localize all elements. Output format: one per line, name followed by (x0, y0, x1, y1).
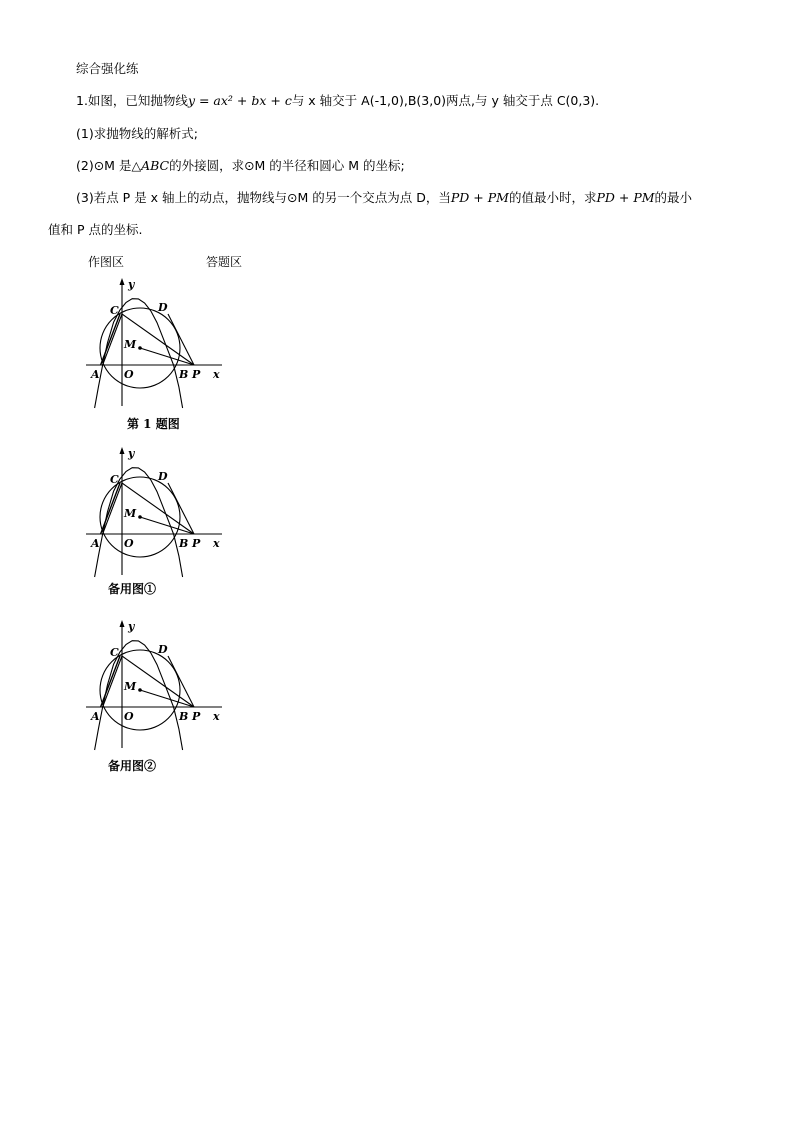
question-2 (76, 158, 405, 174)
q3-part-b: 的值最小时，求 (508, 190, 597, 205)
segment-mp (140, 690, 194, 707)
figure-1-diagram (86, 278, 236, 408)
segment-mp (140, 348, 194, 365)
label-a: A (91, 710, 100, 723)
q3-expression-2: PD + PM (596, 190, 655, 205)
y-axis-arrow (120, 278, 125, 285)
figure-3-diagram (86, 620, 236, 750)
label-p: P (192, 368, 201, 381)
q2-triangle: △ABC (131, 158, 170, 173)
segment-ca (103, 314, 122, 365)
segment-mp (140, 517, 194, 534)
label-o: O (124, 368, 134, 381)
parabola-equation: y = ax² + bx + c (187, 93, 292, 108)
label-y: y (128, 620, 135, 633)
point-m (138, 688, 142, 692)
question-1: (1)求抛物线的解析式; (76, 126, 198, 141)
q3-part-c: 的最小 (654, 190, 693, 205)
figure-2-caption: 备用图① (108, 582, 157, 596)
parabola (95, 468, 183, 577)
drawing-area-label: 作图区 (88, 255, 125, 269)
label-p: P (192, 537, 201, 550)
label-m: M (124, 507, 137, 520)
label-c: C (110, 646, 119, 659)
label-b: B (179, 710, 189, 723)
answer-area-label: 答题区 (206, 255, 243, 269)
label-x: x (213, 710, 220, 723)
question-3-continued: 值和 P 点的坐标. (48, 222, 143, 237)
label-c: C (110, 473, 119, 486)
problem-intro (76, 93, 599, 109)
label-o: O (124, 710, 134, 723)
figure-3-caption: 备用图② (108, 759, 157, 773)
q3-expression-1: PD + PM (450, 190, 509, 205)
label-b: B (179, 537, 189, 550)
parabola (95, 299, 183, 408)
question-3 (76, 190, 692, 206)
label-x: x (213, 368, 220, 381)
label-y: y (128, 278, 135, 291)
label-m: M (124, 338, 137, 351)
label-x: x (213, 537, 220, 550)
intro-suffix: 与 x 轴交于 A(-1,0),B(3,0)两点,与 y 轴交于点 C(0,3). (291, 93, 600, 108)
figure-1-caption: 第 1 题图 (127, 417, 180, 431)
figure-2-diagram (86, 447, 236, 577)
segment-dp (168, 483, 194, 534)
label-d: D (158, 643, 168, 656)
segment-dp (168, 656, 194, 707)
label-c: C (110, 304, 119, 317)
label-d: D (158, 470, 168, 483)
y-axis-arrow (120, 447, 125, 454)
segment-ca (103, 656, 122, 707)
q3-part-a: (3)若点 P 是 x 轴上的动点，抛物线与⊙M 的另一个交点为点 D，当 (76, 190, 451, 205)
q2-prefix: (2)⊙M 是 (76, 158, 132, 173)
label-a: A (91, 368, 100, 381)
label-m: M (124, 680, 137, 693)
segment-dp (168, 314, 194, 365)
point-m (138, 346, 142, 350)
intro-prefix: 1.如图，已知抛物线 (76, 93, 188, 108)
section-title: 综合强化练 (76, 61, 139, 76)
y-axis-arrow (120, 620, 125, 627)
label-a: A (91, 537, 100, 550)
segment-ca (103, 483, 122, 534)
q2-suffix: 的外接圆，求⊙M 的半径和圆心 M 的坐标; (169, 158, 405, 173)
label-d: D (158, 301, 168, 314)
point-m (138, 515, 142, 519)
label-p: P (192, 710, 201, 723)
label-b: B (179, 368, 189, 381)
parabola (95, 641, 183, 750)
label-o: O (124, 537, 134, 550)
label-y: y (128, 447, 135, 460)
